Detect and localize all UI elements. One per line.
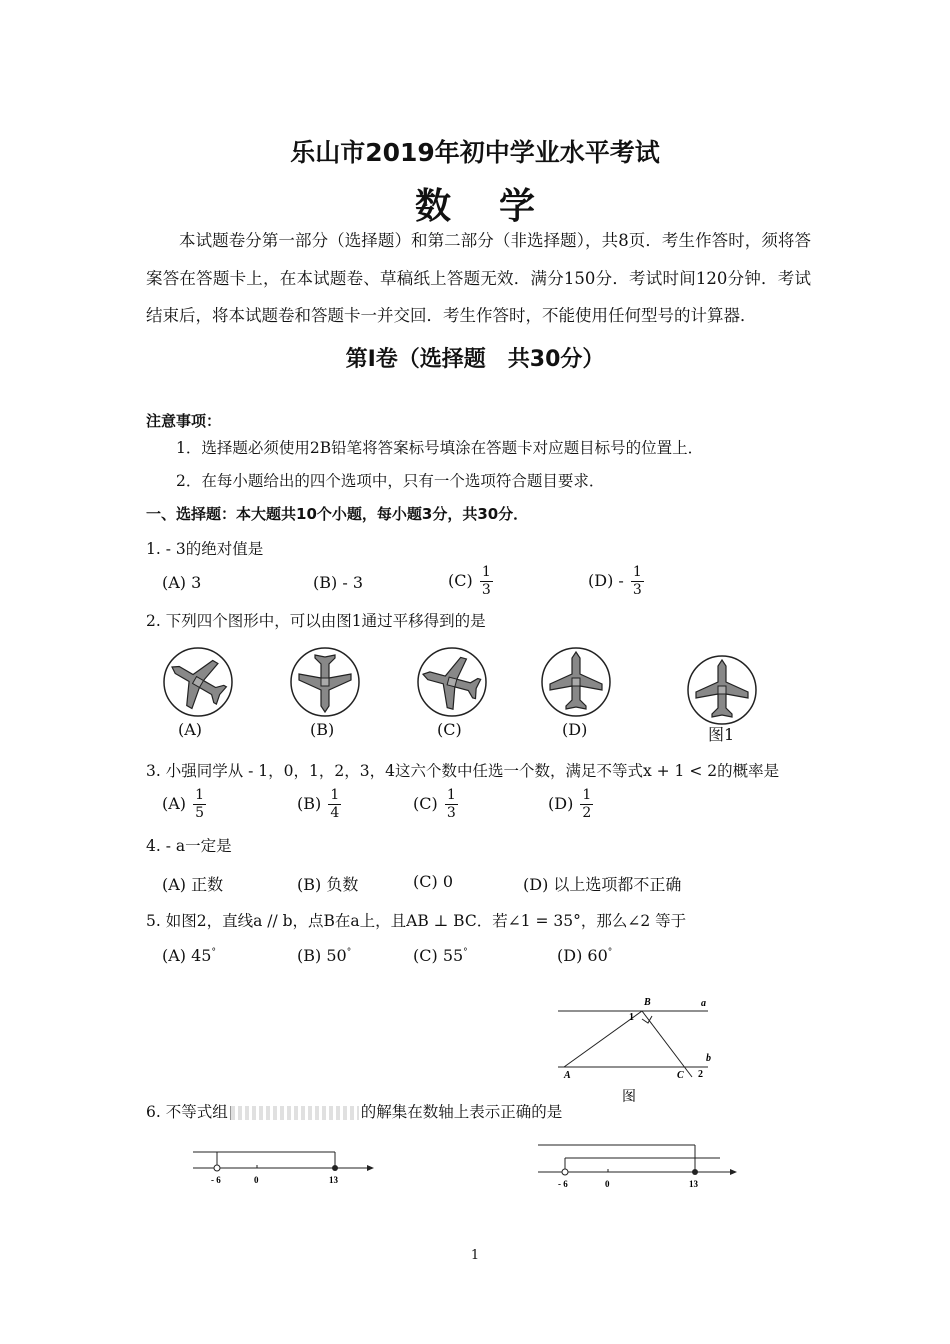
svg-text:2: 2	[698, 1069, 703, 1080]
svg-text:B: B	[644, 997, 651, 1008]
q1-option-d-label: (D) -	[588, 571, 624, 590]
q3-option-d-label: (D)	[548, 794, 574, 813]
option-a-plane-icon	[159, 644, 234, 718]
q4-option-a: (A) 正数	[162, 875, 224, 894]
svg-text:1: 1	[629, 1012, 634, 1023]
svg-text:0: 0	[254, 1175, 259, 1185]
q3-option-b	[297, 787, 341, 822]
svg-text:13: 13	[689, 1179, 698, 1189]
svg-text:A: A	[564, 1070, 571, 1081]
q3-option-a-fraction: $\frac{1}{5}$	[195, 787, 205, 821]
svg-text:图: 图	[622, 1090, 636, 1105]
q3-option-c	[413, 787, 458, 822]
section-title: 第Ⅰ卷（选择题 共30分）	[345, 347, 605, 372]
page-number: 1	[470, 1248, 480, 1263]
exam-title: 乐山市2019年初中学业水平考试	[290, 138, 660, 167]
notice-item: 2．在每小题给出的四个选项中，只有一个选项符合题目要求．	[176, 472, 605, 490]
q1-option-a: (A) 3	[162, 573, 202, 592]
part-title: 一、选择题：本大题共10个小题，每小题3分，共30分．	[146, 505, 529, 523]
q1-option-b: (B) - 3	[313, 573, 363, 592]
q6-stem: 6. 不等式组 的解集在数轴上表示正确的是	[146, 1103, 563, 1121]
figure1-plane-icon	[688, 656, 756, 724]
q5-option-c: (C) 55°	[413, 946, 468, 965]
q3-option-b-fraction: $\frac{1}{4}$	[330, 787, 340, 821]
svg-text:- 6: - 6	[558, 1179, 568, 1189]
q3-option-c-label: (C)	[413, 794, 438, 813]
q6-number-line-right	[530, 1138, 740, 1190]
q1-option-c-label: (C)	[448, 571, 473, 590]
q3-option-c-fraction: $\frac{1}{3}$	[446, 787, 456, 821]
q2-label-c: (C)	[437, 720, 462, 739]
q1-stem: 1. - 3的绝对值是	[146, 540, 264, 558]
q3-option-a	[162, 787, 206, 822]
svg-text:- 6: - 6	[211, 1175, 221, 1185]
q3-option-d-fraction: $\frac{1}{2}$	[582, 787, 592, 821]
q2-stem: 2. 下列四个图形中，可以由图1通过平移得到的是	[146, 612, 486, 630]
q2-figures	[150, 640, 790, 750]
q5-figure	[550, 993, 730, 1108]
q3-stem: 3. 小强同学从 - 1，0，1，2，3，4这六个数中任选一个数，满足不等式x + 1 < 2的概率是	[146, 762, 780, 780]
option-c-plane-icon	[416, 648, 486, 716]
q3-option-a-label: (A)	[162, 794, 187, 813]
q1-option-d	[588, 564, 644, 599]
q2-label-figure1: 图1	[708, 725, 735, 744]
q5-option-a: (A) 45°	[162, 946, 216, 965]
q5-option-b: (B) 50°	[297, 946, 352, 965]
option-d-plane-icon	[542, 648, 610, 716]
q1-option-d-fraction: $\frac{1}{3}$	[632, 564, 642, 598]
q4-option-d: (D) 以上选项都不正确	[523, 875, 682, 894]
subject-title: 数学	[414, 186, 583, 227]
exam-intro: 本试题卷分第一部分（选择题）和第二部分（非选择题），共8页．考生作答时，须将答案答在答题卡上，在本试题卷、草稿纸上答题无效．满分150分．考试时间120分钟．考试结束后，将本试题卷和答题卡一并交回．考生作答时，不能使用任何型号的计算器．	[146, 231, 811, 325]
svg-text:C: C	[677, 1070, 684, 1081]
q4-option-b: (B) 负数	[297, 875, 359, 894]
svg-text:b: b	[706, 1053, 711, 1064]
svg-text:a: a	[701, 998, 706, 1009]
q4-stem: 4. - a一定是	[146, 837, 232, 855]
notice-title: 注意事项：	[146, 412, 222, 430]
q3-option-b-label: (B)	[297, 794, 322, 813]
q3-option-d	[548, 787, 593, 822]
q5-option-d: (D) 60°	[557, 946, 613, 965]
q5-stem: 5. 如图2，直线a // b，点B在a上，且AB ⊥ BC．若∠1 = 35°，那么∠2 等于	[146, 912, 687, 930]
q2-label-d: (D)	[562, 720, 588, 739]
q4-option-c: (C) 0	[413, 872, 453, 891]
q2-label-a: (A)	[178, 720, 203, 739]
notice-item: 1．选择题必须使用2B铅笔将答案标号填涂在答题卡对应题目标号的位置上．	[176, 439, 704, 457]
q1-option-c	[448, 564, 493, 599]
q1-option-c-fraction: $\frac{1}{3}$	[481, 564, 491, 598]
q2-label-b: (B)	[310, 720, 335, 739]
q6-system-blurred	[230, 1106, 359, 1120]
q6-number-line-left	[185, 1138, 375, 1190]
svg-text:0: 0	[605, 1179, 610, 1189]
svg-text:13: 13	[329, 1175, 338, 1185]
option-b-plane-icon	[291, 648, 359, 716]
